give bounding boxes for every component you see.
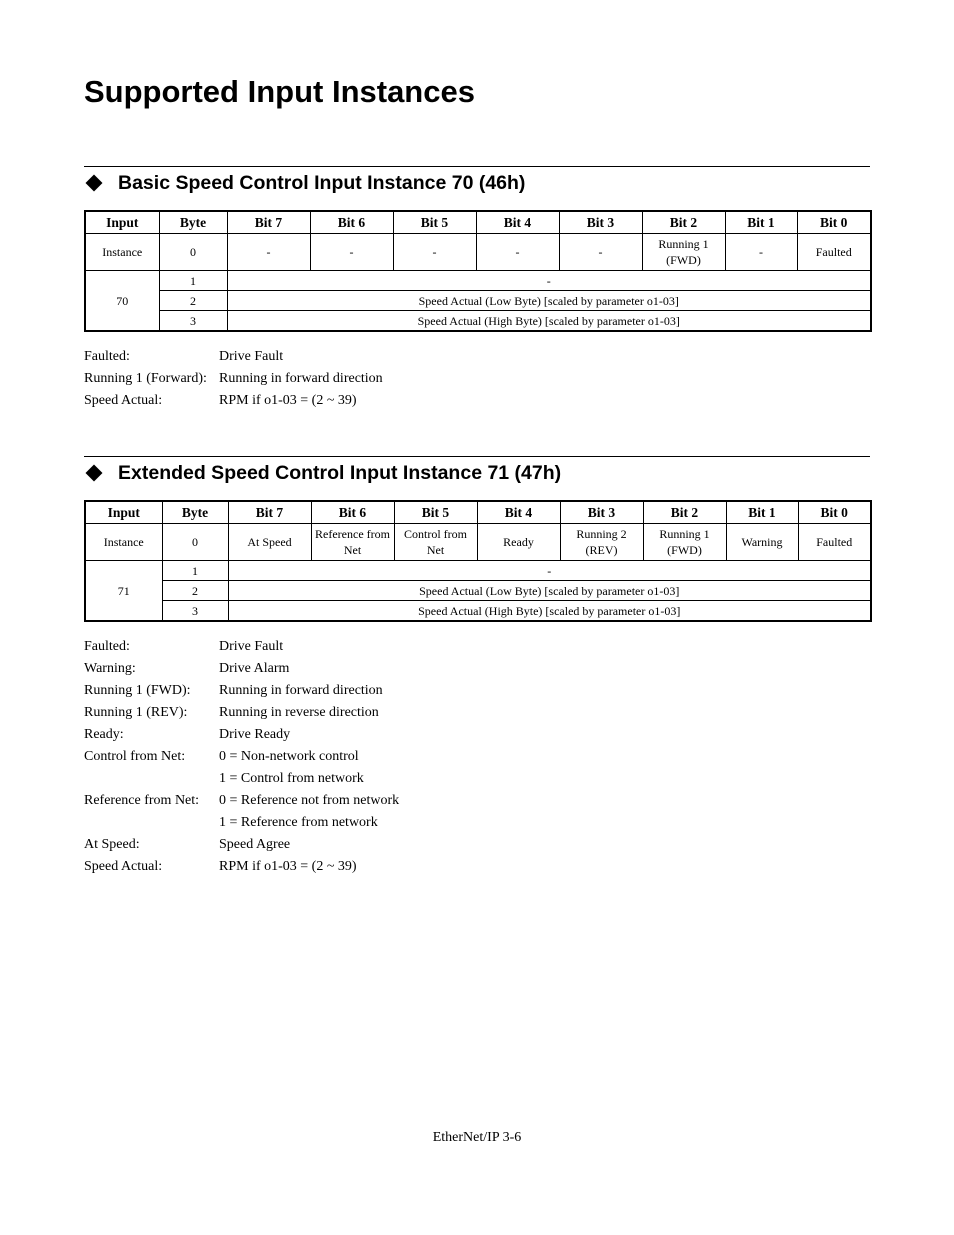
legend-desc: Running in reverse direction (219, 705, 379, 720)
section-heading (84, 168, 870, 198)
legend-desc: Running in forward direction (219, 371, 383, 386)
bit-map-table-71 (84, 500, 872, 622)
byte-cell: 0 (162, 524, 228, 561)
byte-cell: 0 (159, 234, 227, 271)
header-bit-6: Bit 6 (310, 211, 393, 234)
table-row-byte-0 (85, 234, 871, 271)
byte-value-cell: - (227, 271, 871, 291)
legend-term: Faulted: (84, 349, 130, 364)
legend-item (84, 702, 870, 724)
bit-map-table-70 (84, 210, 872, 332)
bit-4-cell: - (476, 234, 559, 271)
legend-item (84, 724, 870, 746)
section-divider (84, 456, 870, 457)
legend-item (84, 680, 870, 702)
legend-desc: Running in forward direction (219, 683, 383, 698)
legend-desc: Drive Ready (219, 727, 291, 742)
table-row-byte-3 (85, 601, 871, 622)
bit-6-cell: Reference from Net (311, 524, 394, 561)
bit-2-cell: Running 1 (FWD) (643, 524, 726, 561)
bit-5-cell: - (393, 234, 476, 271)
legend-term (84, 812, 219, 834)
legend-item (84, 346, 870, 368)
legend-term: At Speed: (84, 837, 140, 852)
legend-desc: 0 = Non-network control (219, 749, 359, 764)
legend-desc: 0 = Reference not from network (219, 793, 400, 808)
bit-2-cell: Running 1 (FWD) (642, 234, 725, 271)
legend-desc: 1 = Reference from network (219, 815, 378, 830)
header-bit-1: Bit 1 (726, 501, 798, 524)
legend-desc: 1 = Control from network (219, 771, 364, 786)
header-bit-5: Bit 5 (393, 211, 476, 234)
legend-item (84, 636, 870, 658)
bit-5-cell: Control from Net (394, 524, 477, 561)
header-byte: Byte (162, 501, 228, 524)
legend-term: Speed Actual: (84, 393, 163, 408)
legend-item (84, 856, 870, 878)
bit-7-cell: At Speed (228, 524, 311, 561)
section-instance-70 (84, 166, 870, 412)
header-bit-0: Bit 0 (797, 211, 871, 234)
table-row-byte-1 (85, 271, 871, 291)
section-instance-71 (84, 456, 870, 878)
byte-cell: 1 (159, 271, 227, 291)
header-bit-5: Bit 5 (394, 501, 477, 524)
table-header-row (85, 211, 871, 234)
table-row-byte-3 (85, 311, 871, 332)
legend-desc: RPM if o1-03 = (2 ~ 39) (219, 393, 357, 408)
legend-term: Speed Actual: (84, 859, 163, 874)
diamond-bullet-icon (86, 465, 103, 482)
legend-list (84, 346, 870, 412)
legend-desc: Drive Fault (219, 349, 284, 364)
header-bit-3: Bit 3 (559, 211, 642, 234)
header-bit-3: Bit 3 (560, 501, 643, 524)
bit-0-cell: Faulted (798, 524, 871, 561)
byte-value-cell: Speed Actual (Low Byte) [scaled by parameter o1-03] (228, 581, 871, 601)
legend-term: Running 1 (Forward): (84, 371, 207, 386)
byte-value-cell: Speed Actual (High Byte) [scaled by parameter o1-03] (228, 601, 871, 622)
legend-item (84, 768, 870, 790)
section-heading (84, 458, 870, 488)
legend-item (84, 390, 870, 412)
bit-6-cell: - (310, 234, 393, 271)
header-bit-4: Bit 4 (476, 211, 559, 234)
instance-label: Instance (85, 524, 162, 561)
legend-desc: RPM if o1-03 = (2 ~ 39) (219, 859, 357, 874)
bit-3-cell: Running 2 (REV) (560, 524, 643, 561)
legend-desc: Speed Agree (219, 837, 291, 852)
legend-desc: Drive Fault (219, 639, 284, 654)
table-row-byte-2 (85, 581, 871, 601)
header-bit-7: Bit 7 (227, 211, 310, 234)
legend-item (84, 834, 870, 856)
header-bit-1: Bit 1 (725, 211, 797, 234)
section-heading-text: Basic Speed Control Input Instance 70 (46h) (118, 171, 526, 194)
table-header-row (85, 501, 871, 524)
page-footer: EtherNet/IP 3-6 (432, 1130, 522, 1145)
legend-item (84, 790, 870, 812)
header-input: Input (85, 501, 162, 524)
byte-cell: 1 (162, 561, 228, 581)
header-bit-4: Bit 4 (477, 501, 560, 524)
legend-desc: Drive Alarm (219, 661, 290, 676)
bit-4-cell: Ready (477, 524, 560, 561)
section-heading-text: Extended Speed Control Input Instance 71 (47h) (118, 461, 562, 484)
legend-item (84, 812, 870, 834)
byte-cell: 3 (159, 311, 227, 332)
legend-term: Reference from Net: (84, 793, 200, 808)
legend-list (84, 636, 870, 878)
legend-term: Running 1 (FWD): (84, 683, 191, 698)
legend-term (84, 768, 219, 790)
byte-value-cell: - (228, 561, 871, 581)
bit-1-cell: Warning (726, 524, 798, 561)
table-row-byte-1 (85, 561, 871, 581)
byte-cell: 3 (162, 601, 228, 622)
legend-term: Control from Net: (84, 749, 186, 764)
header-bit-2: Bit 2 (643, 501, 726, 524)
legend-item (84, 658, 870, 680)
bit-0-cell: Faulted (797, 234, 871, 271)
header-bit-7: Bit 7 (228, 501, 311, 524)
byte-value-cell: Speed Actual (High Byte) [scaled by parameter o1-03] (227, 311, 871, 332)
header-byte: Byte (159, 211, 227, 234)
table-row-byte-2 (85, 291, 871, 311)
legend-item (84, 746, 870, 768)
instance-number: 71 (85, 561, 162, 622)
bit-7-cell: - (227, 234, 310, 271)
header-bit-2: Bit 2 (642, 211, 725, 234)
diamond-bullet-icon (86, 175, 103, 192)
byte-cell: 2 (162, 581, 228, 601)
instance-number: 70 (85, 271, 159, 332)
page-title: Supported Input Instances (84, 74, 475, 109)
byte-value-cell: Speed Actual (Low Byte) [scaled by parameter o1-03] (227, 291, 871, 311)
legend-term: Warning: (84, 661, 136, 676)
section-divider (84, 166, 870, 167)
legend-term: Running 1 (REV): (84, 705, 188, 720)
table-row-byte-0 (85, 524, 871, 561)
bit-1-cell: - (725, 234, 797, 271)
header-bit-6: Bit 6 (311, 501, 394, 524)
header-bit-0: Bit 0 (798, 501, 871, 524)
bit-3-cell: - (559, 234, 642, 271)
byte-cell: 2 (159, 291, 227, 311)
instance-label: Instance (85, 234, 159, 271)
legend-term: Faulted: (84, 639, 130, 654)
legend-term: Ready: (84, 727, 124, 742)
legend-item (84, 368, 870, 390)
header-input: Input (85, 211, 159, 234)
